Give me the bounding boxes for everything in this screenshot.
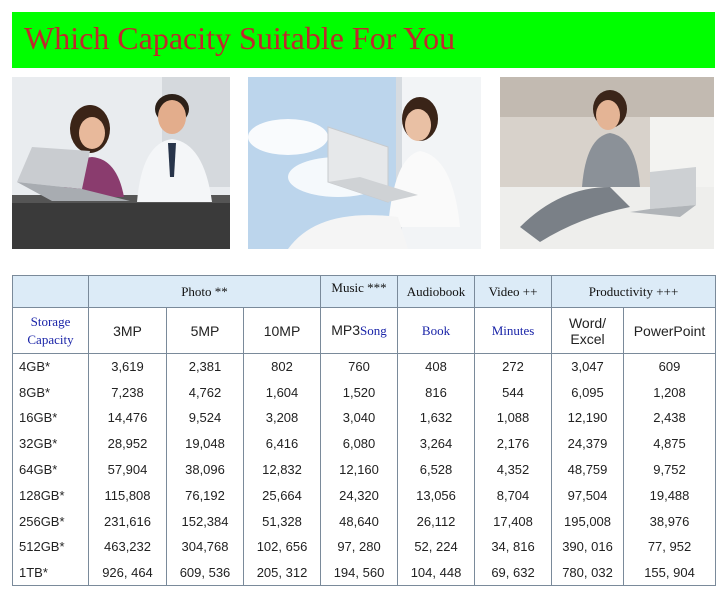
table-row bbox=[13, 534, 716, 560]
cell-powerpoint: 609 bbox=[624, 354, 716, 380]
cell-mp3-songs: 48,640 bbox=[321, 508, 398, 534]
cell-audiobooks: 6,528 bbox=[398, 457, 475, 483]
table-row bbox=[13, 508, 716, 534]
cell-3mp: 231,616 bbox=[89, 508, 167, 534]
cell-mp3-songs: 6,080 bbox=[321, 431, 398, 457]
group-audiobook: Audiobook bbox=[398, 276, 475, 308]
cell-5mp: 304,768 bbox=[167, 534, 244, 560]
cell-capacity: 128GB* bbox=[13, 482, 89, 508]
storage-line2: Capacity bbox=[27, 331, 74, 347]
storage-line1: Storage bbox=[30, 313, 71, 329]
cell-3mp: 28,952 bbox=[89, 431, 167, 457]
cell-capacity: 16GB* bbox=[13, 405, 89, 431]
cell-powerpoint: 38,976 bbox=[624, 508, 716, 534]
cell-10mp: 802 bbox=[244, 354, 321, 380]
cell-10mp: 1,604 bbox=[244, 379, 321, 405]
cell-mp3-songs: 24,320 bbox=[321, 482, 398, 508]
header-10mp: 10MP bbox=[244, 308, 321, 354]
header-minutes: Minutes bbox=[475, 308, 552, 354]
group-music: Music *** bbox=[321, 276, 398, 308]
group-video: Video ++ bbox=[475, 276, 552, 308]
cell-video-minutes: 8,704 bbox=[475, 482, 552, 508]
cell-video-minutes: 4,352 bbox=[475, 457, 552, 483]
cell-video-minutes: 69, 632 bbox=[475, 560, 552, 586]
cell-3mp: 7,238 bbox=[89, 379, 167, 405]
cell-video-minutes: 2,176 bbox=[475, 431, 552, 457]
cell-5mp: 152,384 bbox=[167, 508, 244, 534]
cell-word-excel: 3,047 bbox=[552, 354, 624, 380]
cell-3mp: 57,904 bbox=[89, 457, 167, 483]
cell-word-excel: 48,759 bbox=[552, 457, 624, 483]
cell-3mp: 115,808 bbox=[89, 482, 167, 508]
cell-video-minutes: 1,088 bbox=[475, 405, 552, 431]
header-mp3-song bbox=[321, 308, 398, 354]
cell-powerpoint: 1,208 bbox=[624, 379, 716, 405]
header-3mp: 3MP bbox=[89, 308, 167, 354]
photo-bed-phone bbox=[500, 77, 714, 249]
office-couple-illustration bbox=[12, 77, 230, 249]
cell-audiobooks: 26,112 bbox=[398, 508, 475, 534]
cell-word-excel: 390, 016 bbox=[552, 534, 624, 560]
cell-5mp: 2,381 bbox=[167, 354, 244, 380]
cell-capacity: 4GB* bbox=[13, 354, 89, 380]
cell-3mp: 926, 464 bbox=[89, 560, 167, 586]
cell-5mp: 38,096 bbox=[167, 457, 244, 483]
header-book: Book bbox=[398, 308, 475, 354]
group-productivity: Productivity +++ bbox=[552, 276, 716, 308]
cell-10mp: 205, 312 bbox=[244, 560, 321, 586]
header-powerpoint: PowerPoint bbox=[624, 308, 716, 354]
cell-word-excel: 780, 032 bbox=[552, 560, 624, 586]
word-line1: Word/ bbox=[568, 314, 607, 331]
group-header-row bbox=[13, 276, 716, 308]
word-line2: Excel bbox=[570, 330, 605, 347]
cell-audiobooks: 3,264 bbox=[398, 431, 475, 457]
window-laptop-illustration bbox=[248, 77, 481, 249]
cell-video-minutes: 544 bbox=[475, 379, 552, 405]
photo-window-laptop bbox=[248, 77, 481, 249]
cell-10mp: 25,664 bbox=[244, 482, 321, 508]
cell-capacity: 256GB* bbox=[13, 508, 89, 534]
cell-word-excel: 24,379 bbox=[552, 431, 624, 457]
bed-phone-illustration bbox=[500, 77, 714, 249]
photo-office-couple bbox=[12, 77, 230, 249]
cell-mp3-songs: 12,160 bbox=[321, 457, 398, 483]
subheader-row bbox=[13, 308, 716, 354]
cell-10mp: 102, 656 bbox=[244, 534, 321, 560]
group-photo: Photo ** bbox=[89, 276, 321, 308]
cell-audiobooks: 13,056 bbox=[398, 482, 475, 508]
cell-5mp: 609, 536 bbox=[167, 560, 244, 586]
cell-video-minutes: 17,408 bbox=[475, 508, 552, 534]
capacity-table bbox=[12, 275, 716, 586]
cell-10mp: 3,208 bbox=[244, 405, 321, 431]
cell-5mp: 4,762 bbox=[167, 379, 244, 405]
table-row bbox=[13, 405, 716, 431]
cell-word-excel: 97,504 bbox=[552, 482, 624, 508]
cell-3mp: 14,476 bbox=[89, 405, 167, 431]
cell-audiobooks: 104, 448 bbox=[398, 560, 475, 586]
cell-audiobooks: 408 bbox=[398, 354, 475, 380]
cell-capacity: 512GB* bbox=[13, 534, 89, 560]
cell-audiobooks: 816 bbox=[398, 379, 475, 405]
cell-audiobooks: 1,632 bbox=[398, 405, 475, 431]
table-row bbox=[13, 431, 716, 457]
banner-title: Which Capacity Suitable For You bbox=[24, 20, 456, 56]
cell-mp3-songs: 3,040 bbox=[321, 405, 398, 431]
cell-10mp: 12,832 bbox=[244, 457, 321, 483]
cell-mp3-songs: 194, 560 bbox=[321, 560, 398, 586]
cell-powerpoint: 77, 952 bbox=[624, 534, 716, 560]
cell-10mp: 6,416 bbox=[244, 431, 321, 457]
cell-powerpoint: 4,875 bbox=[624, 431, 716, 457]
cell-word-excel: 6,095 bbox=[552, 379, 624, 405]
cell-5mp: 19,048 bbox=[167, 431, 244, 457]
cell-mp3-songs: 760 bbox=[321, 354, 398, 380]
cell-word-excel: 195,008 bbox=[552, 508, 624, 534]
cell-word-excel: 12,190 bbox=[552, 405, 624, 431]
table-body bbox=[13, 354, 716, 586]
header-5mp: 5MP bbox=[167, 308, 244, 354]
cell-powerpoint: 9,752 bbox=[624, 457, 716, 483]
storage-capacity-header bbox=[13, 308, 89, 354]
cell-powerpoint: 19,488 bbox=[624, 482, 716, 508]
title-banner bbox=[12, 12, 715, 68]
header-word-excel bbox=[552, 308, 624, 354]
table-row bbox=[13, 379, 716, 405]
cell-capacity: 64GB* bbox=[13, 457, 89, 483]
cell-powerpoint: 2,438 bbox=[624, 405, 716, 431]
table-row bbox=[13, 354, 716, 380]
cell-powerpoint: 155, 904 bbox=[624, 560, 716, 586]
cell-5mp: 76,192 bbox=[167, 482, 244, 508]
cell-capacity: 32GB* bbox=[13, 431, 89, 457]
table-row bbox=[13, 560, 716, 586]
cell-video-minutes: 34, 816 bbox=[475, 534, 552, 560]
cell-3mp: 3,619 bbox=[89, 354, 167, 380]
cell-capacity: 8GB* bbox=[13, 379, 89, 405]
cell-capacity: 1TB* bbox=[13, 560, 89, 586]
table-row bbox=[13, 457, 716, 483]
song-label: Song bbox=[360, 323, 387, 338]
cell-video-minutes: 272 bbox=[475, 354, 552, 380]
cell-mp3-songs: 1,520 bbox=[321, 379, 398, 405]
cell-mp3-songs: 97, 280 bbox=[321, 534, 398, 560]
cell-3mp: 463,232 bbox=[89, 534, 167, 560]
corner-cell bbox=[13, 276, 89, 308]
mp3-label: MP3 bbox=[331, 322, 361, 338]
cell-audiobooks: 52, 224 bbox=[398, 534, 475, 560]
cell-10mp: 51,328 bbox=[244, 508, 321, 534]
table-row bbox=[13, 482, 716, 508]
cell-5mp: 9,524 bbox=[167, 405, 244, 431]
